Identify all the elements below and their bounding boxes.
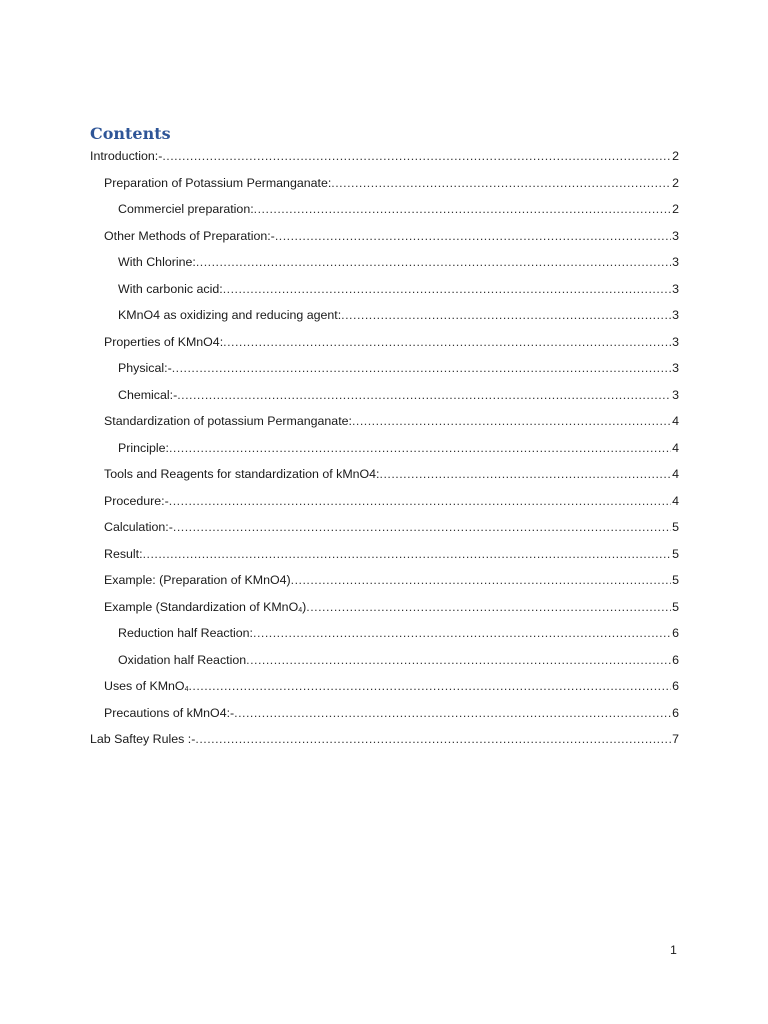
toc-dot-leader xyxy=(195,726,671,753)
toc-entry-page-number: 2 xyxy=(672,149,679,163)
toc-entry-page-number: 2 xyxy=(672,175,679,190)
toc-entry[interactable] xyxy=(90,673,679,700)
toc-dot-leader xyxy=(172,355,671,382)
toc-entry-subscript: 4 xyxy=(184,686,189,693)
toc-dot-leader xyxy=(177,382,671,409)
toc-entry-page-number: 6 xyxy=(672,652,679,667)
toc-heading: Contents xyxy=(90,124,171,143)
toc-entry[interactable] xyxy=(90,647,679,674)
toc-entry-title xyxy=(118,435,169,462)
toc-entry[interactable] xyxy=(90,726,679,753)
toc-entry[interactable] xyxy=(90,620,679,647)
toc-dot-leader xyxy=(162,143,671,170)
toc-entry-title-text: Uses of KMnO xyxy=(104,679,185,693)
toc-entry[interactable] xyxy=(90,700,679,727)
toc-entry-page-number: 5 xyxy=(672,573,679,587)
toc-dot-leader xyxy=(341,302,671,329)
toc-entry-page-number: 4 xyxy=(672,414,679,428)
toc-dot-leader xyxy=(275,223,671,250)
toc-entry[interactable] xyxy=(90,143,679,170)
toc-entry[interactable] xyxy=(90,594,679,621)
toc-entry-title xyxy=(104,673,188,700)
toc-entry-page-number: 6 xyxy=(672,679,679,693)
toc-entry[interactable] xyxy=(90,249,679,276)
toc-entry-title xyxy=(104,514,173,541)
page-number: 1 xyxy=(670,943,677,957)
toc-entry-page-number: 3 xyxy=(672,228,679,243)
toc-entry-title xyxy=(90,726,195,753)
toc-entry-title xyxy=(104,408,352,435)
toc-entry-title-text: Properties of KMnO4: xyxy=(104,334,224,349)
toc-entry-page-number: 2 xyxy=(672,202,679,216)
toc-entry-page-number: 6 xyxy=(672,705,679,720)
toc-dot-leader xyxy=(169,488,671,515)
toc-entry-title-text: Oxidation half Reaction xyxy=(118,652,247,667)
toc-dot-leader xyxy=(173,514,671,541)
toc-entry[interactable] xyxy=(90,223,679,250)
toc-entry-title xyxy=(118,355,172,382)
toc-entry-title-text: Example: (Preparation of KMnO4) xyxy=(104,573,291,587)
toc-entry-title xyxy=(104,170,331,197)
toc-entry-title-text: Result: xyxy=(104,546,143,561)
toc-entry-page-number: 5 xyxy=(672,520,679,534)
toc-entry-page-number: 3 xyxy=(672,361,679,375)
toc-dot-leader xyxy=(291,567,671,594)
toc-entry[interactable] xyxy=(90,355,679,382)
toc-entry-title xyxy=(118,302,341,329)
toc-entry-title-text: Example (Standardization of KMnO xyxy=(104,599,299,614)
toc-entry-page-number: 4 xyxy=(672,440,679,455)
toc-entry-subscript: 4 xyxy=(298,606,303,614)
toc-entry[interactable] xyxy=(90,382,679,409)
toc-entry[interactable] xyxy=(90,329,679,356)
toc-entry-page-number: 7 xyxy=(672,732,679,746)
toc-entry-title-text: Commerciel preparation: xyxy=(118,202,254,216)
toc-dot-leader xyxy=(188,673,671,700)
toc-entry-title-text: Other Methods of Preparation:- xyxy=(104,228,275,243)
toc-entry-title-text: Reduction half Reaction: xyxy=(118,626,254,640)
toc-entry-page-number: 3 xyxy=(672,308,679,322)
toc-dot-leader xyxy=(352,408,671,435)
toc-entry-title-text: Physical:- xyxy=(118,361,172,375)
toc-entry-title xyxy=(104,223,275,250)
toc-entry-title xyxy=(118,620,253,647)
toc-entry-title-text: Standardization of potassium Permanganate: xyxy=(104,414,352,428)
toc-dot-leader xyxy=(246,647,671,674)
toc-entry-title-text: Tools and Reagents for standardization of kMnO4: xyxy=(104,467,380,481)
toc-dot-leader xyxy=(196,249,671,276)
toc-entry-title-suffix: ) xyxy=(302,599,307,614)
toc-entry-page-number: 6 xyxy=(672,626,679,640)
toc-entry[interactable] xyxy=(90,170,679,197)
toc-dot-leader xyxy=(331,170,671,197)
toc-dot-leader xyxy=(380,461,672,488)
toc-entry-title xyxy=(104,541,143,568)
toc-entry-title-text: With Chlorine: xyxy=(118,255,196,269)
toc-entry-page-number: 4 xyxy=(672,467,679,481)
toc-entry-page-number: 3 xyxy=(672,255,679,269)
toc-entry-title xyxy=(104,700,234,727)
toc-entry-title-text: Calculation:- xyxy=(104,520,173,534)
toc-entry-title-text: Principle: xyxy=(118,440,169,455)
toc-entry-title xyxy=(118,382,177,409)
toc-dot-leader xyxy=(223,276,671,303)
toc-entry-title xyxy=(104,594,306,621)
toc-entry[interactable] xyxy=(90,408,679,435)
toc-entry-title-text: Lab Saftey Rules :- xyxy=(90,732,196,746)
toc-entry[interactable] xyxy=(90,541,679,568)
toc-entry[interactable] xyxy=(90,435,679,462)
toc-dot-leader xyxy=(234,700,671,727)
toc-entry-title xyxy=(118,249,196,276)
toc-entry-title-text: Introduction:- xyxy=(90,149,163,163)
toc-dot-leader xyxy=(254,196,671,223)
toc-dot-leader xyxy=(169,435,671,462)
toc-entry[interactable] xyxy=(90,196,679,223)
toc-entry[interactable] xyxy=(90,567,679,594)
toc-entry-title-text: Chemical:- xyxy=(118,387,178,402)
toc-entry-title-text: KMnO4 as oxidizing and reducing agent: xyxy=(118,308,342,322)
toc-entry-title xyxy=(118,276,223,303)
toc-entry-title xyxy=(118,647,246,674)
toc-entry[interactable] xyxy=(90,461,679,488)
toc-dot-leader xyxy=(143,541,672,568)
toc-entry-title xyxy=(104,329,223,356)
toc-entry-title xyxy=(118,196,254,223)
toc-entry-page-number: 3 xyxy=(672,281,679,296)
toc-dot-leader xyxy=(306,594,671,621)
toc-entry-title-text: Procedure:- xyxy=(104,493,169,508)
toc-entry-title xyxy=(104,488,169,515)
table-of-contents xyxy=(90,143,679,753)
toc-entry[interactable] xyxy=(90,514,679,541)
toc-entry-title xyxy=(90,143,162,170)
toc-dot-leader xyxy=(223,329,671,356)
toc-entry-page-number: 3 xyxy=(672,387,679,402)
toc-entry-page-number: 3 xyxy=(672,334,679,349)
toc-entry-title-text: Precautions of kMnO4:- xyxy=(104,705,235,720)
toc-entry-page-number: 4 xyxy=(672,493,679,508)
toc-entry-title-text: With carbonic acid: xyxy=(118,281,223,296)
toc-entry[interactable] xyxy=(90,276,679,303)
toc-entry-title xyxy=(104,461,380,488)
toc-entry[interactable] xyxy=(90,302,679,329)
toc-entry-page-number: 5 xyxy=(672,546,679,561)
toc-entry-page-number: 5 xyxy=(672,599,679,614)
toc-entry[interactable] xyxy=(90,488,679,515)
toc-entry-title xyxy=(104,567,291,594)
toc-entry-title-text: Preparation of Potassium Permanganate: xyxy=(104,175,332,190)
toc-dot-leader xyxy=(253,620,671,647)
